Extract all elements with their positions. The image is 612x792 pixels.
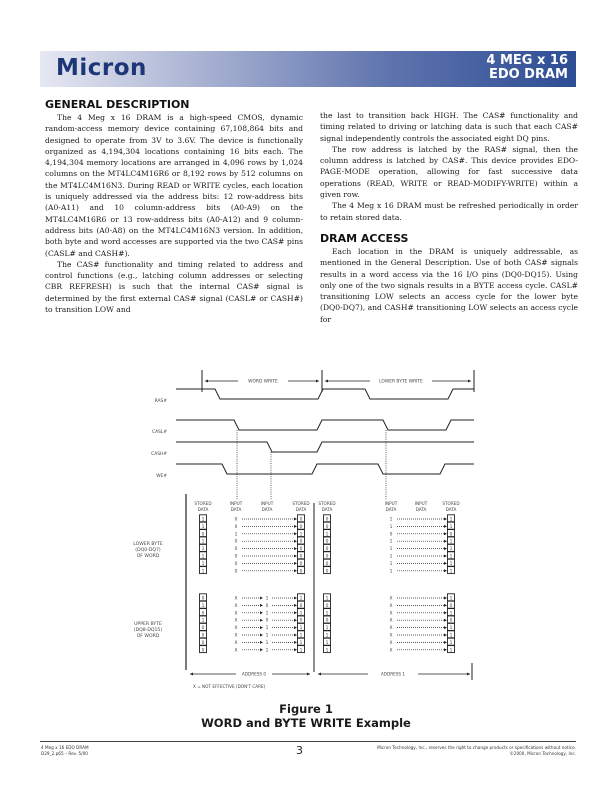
stored-bit: 0 (299, 547, 303, 553)
column-header-stored-data: STORED (318, 501, 336, 506)
arrowhead-icon (294, 648, 297, 651)
stored-bit: 1 (449, 633, 453, 639)
stored-bit: 0 (299, 569, 303, 575)
arrowhead-icon (294, 619, 297, 622)
arrowhead-icon (444, 540, 447, 543)
arrowhead-icon (468, 380, 471, 383)
arrowhead-icon (260, 634, 263, 637)
column-header-stored-data: STORED (194, 501, 212, 506)
input-bit: 1 (389, 524, 393, 530)
stored-bit: 0 (299, 603, 303, 609)
arrowhead-icon (294, 604, 297, 607)
arrowhead-icon (294, 597, 297, 600)
internal-bit: 1 (265, 648, 269, 654)
input-bit: 0 (234, 524, 238, 530)
column-header-input-data: DATA (415, 507, 427, 512)
input-bit: 1 (389, 569, 393, 575)
arrowhead-icon (444, 619, 447, 622)
footer-divider (40, 741, 576, 742)
internal-bit: 0 (265, 603, 269, 609)
stored-bit: 0 (299, 539, 303, 545)
phase-label-word-write: WORD WRITE (248, 379, 278, 385)
stored-bit: 1 (449, 648, 453, 654)
input-bit: 1 (389, 547, 393, 553)
internal-bit: 1 (265, 640, 269, 646)
arrowhead-icon (294, 611, 297, 614)
stored-bit: 1 (201, 618, 205, 624)
stored-bit: 1 (325, 633, 329, 639)
row-label-lower-byte: OF WORD (136, 554, 160, 559)
waveform-we (176, 464, 474, 474)
internal-bit: 0 (265, 618, 269, 624)
footer-right (377, 745, 576, 756)
footer-copyright: ©2000, Micron Technology, Inc. (509, 750, 576, 756)
arrowhead-icon (260, 597, 263, 600)
stored-bit: 0 (201, 648, 205, 654)
left-column (45, 98, 303, 315)
arrowhead-icon (318, 673, 321, 676)
column-header-stored-data: STORED (292, 501, 310, 506)
input-bit: X (234, 640, 238, 646)
row-label-lower-byte: (DQ0-DQ7) (135, 548, 161, 553)
column-header-input-data: DATA (261, 507, 273, 512)
signal-label: WE# (156, 474, 167, 479)
arrowhead-icon (444, 562, 447, 565)
arrowhead-icon (294, 525, 297, 528)
input-bit: X (234, 611, 238, 617)
stored-bit: 1 (325, 611, 329, 617)
stored-bit: 1 (299, 633, 303, 639)
arrowhead-icon (444, 611, 447, 614)
waveform-ras (176, 389, 474, 399)
arrowhead-icon (444, 547, 447, 550)
arrowhead-icon (260, 619, 263, 622)
input-bit: X (389, 640, 393, 646)
arrowhead-icon (260, 641, 263, 644)
arrowhead-icon (294, 569, 297, 572)
input-bit: X (389, 626, 393, 632)
arrowhead-icon (294, 562, 297, 565)
input-bit: 0 (234, 569, 238, 575)
arrowhead-icon (260, 626, 263, 629)
footer-revision: D29_2.p65 – Rev. 5/00 (41, 750, 88, 756)
product-title-line2: EDO DRAM (488, 67, 568, 82)
row-label-upper-byte: OF WORD (136, 634, 160, 639)
input-bit: X (234, 603, 238, 609)
footer-disclaimer: Micron Technology, Inc., reserves the right to change products or specifications without notice. (377, 745, 576, 750)
input-bit: 1 (389, 554, 393, 560)
general-description-p4: The 4 Meg x 16 DRAM must be refreshed periodically in order to retain stored data. (320, 201, 578, 222)
arrowhead-icon (294, 626, 297, 629)
column-header-stored-data: DATA (445, 507, 457, 512)
stored-bit: 1 (201, 517, 205, 523)
stored-bit: 1 (449, 596, 453, 602)
input-bit: X (389, 611, 393, 617)
arrowhead-icon (444, 648, 447, 651)
waveform-cash (176, 442, 474, 452)
footer-left (41, 745, 89, 756)
stored-bit: 1 (299, 596, 303, 602)
arrowhead-icon (444, 597, 447, 600)
stored-bit: 1 (299, 648, 303, 654)
stored-bit: 0 (449, 618, 453, 624)
stored-bit: 1 (299, 611, 303, 617)
arrowhead-icon (444, 532, 447, 535)
input-bit: 1 (234, 532, 238, 538)
stored-bit: 1 (449, 569, 453, 575)
stored-bit: 1 (449, 626, 453, 632)
input-bit: 0 (234, 554, 238, 560)
input-bit: 1 (389, 517, 393, 523)
stored-bit: 0 (201, 626, 205, 632)
phase-label-lower-byte-write: LOWER BYTE WRITE (379, 379, 423, 385)
row-label-upper-byte: UPPER BYTE (134, 622, 162, 627)
stored-bit: 0 (299, 554, 303, 560)
arrowhead-icon (444, 604, 447, 607)
column-header-stored-data: DATA (197, 507, 209, 512)
input-bit: 0 (234, 517, 238, 523)
arrowhead-icon (444, 634, 447, 637)
column-header-input-data: INPUT (414, 501, 428, 506)
stored-bit: 1 (325, 648, 329, 654)
column-header-input-data: INPUT (384, 501, 398, 506)
arrowhead-icon (444, 641, 447, 644)
product-title (486, 54, 568, 82)
stored-bit: 1 (201, 524, 205, 530)
input-bit: X (389, 648, 393, 654)
stored-bit: 1 (299, 626, 303, 632)
stored-bit: 0 (325, 603, 329, 609)
stored-bit: 0 (201, 596, 205, 602)
stored-bit: 1 (449, 547, 453, 553)
internal-bit: 1 (265, 596, 269, 602)
arrowhead-icon (444, 626, 447, 629)
figure-title: WORD and BYTE WRITE Example (201, 716, 411, 730)
stored-bit: 0 (449, 603, 453, 609)
stored-bit: 1 (299, 640, 303, 646)
internal-bit: 1 (265, 626, 269, 632)
waveform-casl (176, 420, 474, 430)
column-header-input-data: DATA (385, 507, 397, 512)
figure-caption (0, 702, 612, 730)
stored-bit: 1 (201, 554, 205, 560)
stored-bit: 1 (449, 517, 453, 523)
arrowhead-icon (205, 380, 208, 383)
stored-bit: 0 (325, 524, 329, 530)
page-number: 3 (296, 744, 303, 757)
stored-bit: 0 (325, 554, 329, 560)
stored-bit: 0 (325, 547, 329, 553)
product-title-line1: 4 MEG x 16 (486, 53, 568, 68)
stored-bit: 1 (201, 547, 205, 553)
signal-label: RAS# (154, 399, 167, 404)
signal-label: CASL# (152, 430, 167, 435)
stored-bit: 1 (449, 611, 453, 617)
arrowhead-icon (294, 518, 297, 521)
arrowhead-icon (316, 380, 319, 383)
arrowhead-icon (444, 525, 447, 528)
column-header-input-data: INPUT (260, 501, 274, 506)
arrowhead-icon (190, 673, 193, 676)
input-bit: X (234, 596, 238, 602)
input-bit: X (234, 633, 238, 639)
arrowhead-icon (260, 604, 263, 607)
stored-bit: 0 (201, 532, 205, 538)
column-header-input-data: DATA (230, 507, 242, 512)
input-bit: X (234, 626, 238, 632)
figure-number: Figure 1 (279, 702, 333, 716)
footer-doc-title: 4 Meg x 16 EDO DRAM (41, 745, 89, 750)
arrowhead-icon (444, 518, 447, 521)
stored-bit: 1 (449, 561, 453, 567)
stored-bit: 0 (325, 561, 329, 567)
column-header-stored-data: STORED (442, 501, 460, 506)
stored-bit: 1 (201, 561, 205, 567)
stored-bit: 1 (449, 524, 453, 530)
column-header-input-data: INPUT (229, 501, 243, 506)
stored-bit: 1 (449, 554, 453, 560)
input-bit: 0 (234, 561, 238, 567)
input-bit: X (234, 618, 238, 624)
stored-bit: 0 (325, 517, 329, 523)
stored-bit: 1 (325, 626, 329, 632)
header-banner (40, 51, 576, 87)
arrowhead-icon (467, 673, 470, 676)
input-bit: 0 (234, 547, 238, 553)
row-label-lower-byte: LOWER BYTE (133, 542, 163, 547)
stored-bit: 1 (299, 532, 303, 538)
arrowhead-icon (307, 673, 310, 676)
input-bit: X (389, 603, 393, 609)
dont-care-note: X = NOT EFFECTIVE (DON'T CARE) (193, 684, 266, 689)
stored-bit: 1 (325, 596, 329, 602)
input-bit: 0 (234, 539, 238, 545)
word-byte-write-figure (0, 360, 612, 700)
arrowhead-icon (294, 634, 297, 637)
input-bit: X (389, 633, 393, 639)
arrowhead-icon (294, 547, 297, 550)
general-description-p3: The row address is latched by the RAS# signal, then the column address is latched by CAS#. This device provides EDO-PAGE-MODE operation, allowing for fast successive data operations (READ, WRITE or READ-MODIFY-WRITE) within a given row. (320, 144, 578, 200)
stored-bit: 0 (299, 524, 303, 530)
stored-bit: 1 (325, 532, 329, 538)
general-description-heading: GENERAL DESCRIPTION (45, 98, 190, 111)
address-label-0: ADDRESS 0 (241, 671, 267, 677)
stored-bit: 0 (201, 633, 205, 639)
general-description-p2: The CAS# functionality and timing related to address and control functions (e.g., latching column addresses or selecting CBR REFRESH) is such that the internal CAS# signal is determined by the first external CAS# signal (CASL# or CASH#) to transition LOW and (45, 259, 303, 315)
dram-access-heading: DRAM ACCESS (320, 231, 409, 245)
stored-bit: 0 (325, 618, 329, 624)
stored-bit: 0 (325, 539, 329, 545)
stored-bit: 1 (201, 569, 205, 575)
general-description-p1: The 4 Meg x 16 DRAM is a high-speed CMOS, dynamic random-access memory device containing 67,108,864 bits and designed to operate from 3V to 3.6V. The device is functionally organized as 4,194,304 locations containing 16 bits each. The 4,194,304 memory locations are arranged in 4,096 rows by 1,024 columns on the MT4LC4M16R6 or 8,192 rows by 512 columns on the MT4LC4M16N3. During READ or WRITE cycles, each location is uniquely addressed via the address bits: 12 row-address bits (A0-A11) and 10 column-address bits (A0-A9) on the MT4LC4M16R6 or 13 row-address bits (A0-A12) and 9 column-address bits (A0-A8) on the MT4LC4M16N3 version. In addition, both byte and word accesses are supported via the two CAS# pins (CASL# and CASH#). (45, 113, 303, 258)
arrowhead-icon (325, 380, 328, 383)
stored-bit: 1 (201, 539, 205, 545)
stored-bit: 0 (325, 569, 329, 575)
input-bit: X (234, 648, 238, 654)
stored-bit: 0 (201, 611, 205, 617)
row-label-upper-byte: (DQ8-DQ15) (133, 628, 163, 633)
column-header-stored-data: DATA (295, 507, 307, 512)
stored-bit: 0 (299, 561, 303, 567)
stored-bit: 0 (201, 640, 205, 646)
column-header-stored-data: DATA (321, 507, 333, 512)
input-bit: 1 (389, 561, 393, 567)
stored-bit: 0 (449, 532, 453, 538)
input-bit: X (389, 596, 393, 602)
right-column (320, 110, 578, 325)
internal-bit: 1 (265, 611, 269, 617)
arrowhead-icon (444, 569, 447, 572)
stored-bit: 1 (449, 539, 453, 545)
input-bit: 1 (389, 539, 393, 545)
dram-access-p1: Each location in the DRAM is uniquely addressable, as mentioned in the General Description. Use of both CAS# signals results in a word access via the 16 I/O pins (DQ0-DQ15). Using only one of the two signals results in a BYTE access cycle. CASL# transitioning LOW selects an access cycle for the lower byte (DQ0-DQ7), and CASH# transitioning LOW selects an access cycle for (320, 246, 578, 324)
arrowhead-icon (260, 611, 263, 614)
arrowhead-icon (294, 641, 297, 644)
arrowhead-icon (294, 555, 297, 558)
arrowhead-icon (294, 532, 297, 535)
stored-bit: 1 (325, 640, 329, 646)
stored-bit: 0 (299, 618, 303, 624)
input-bit: 0 (389, 532, 393, 538)
general-description-p2-continued: the last to transition back HIGH. The CAS# functionality and timing related to driving or latching data is such that each CAS# signal independently controls the associated eight DQ pins. (320, 111, 578, 143)
arrowhead-icon (260, 648, 263, 651)
signal-label: CASH# (151, 452, 167, 457)
arrowhead-icon (294, 540, 297, 543)
arrowhead-icon (444, 555, 447, 558)
input-bit: X (389, 618, 393, 624)
stored-bit: 0 (299, 517, 303, 523)
micron-logo: Micron (56, 55, 147, 81)
stored-bit: 1 (201, 603, 205, 609)
address-label-1: ADDRESS 1 (380, 671, 406, 677)
stored-bit: 1 (449, 640, 453, 646)
internal-bit: 1 (265, 633, 269, 639)
